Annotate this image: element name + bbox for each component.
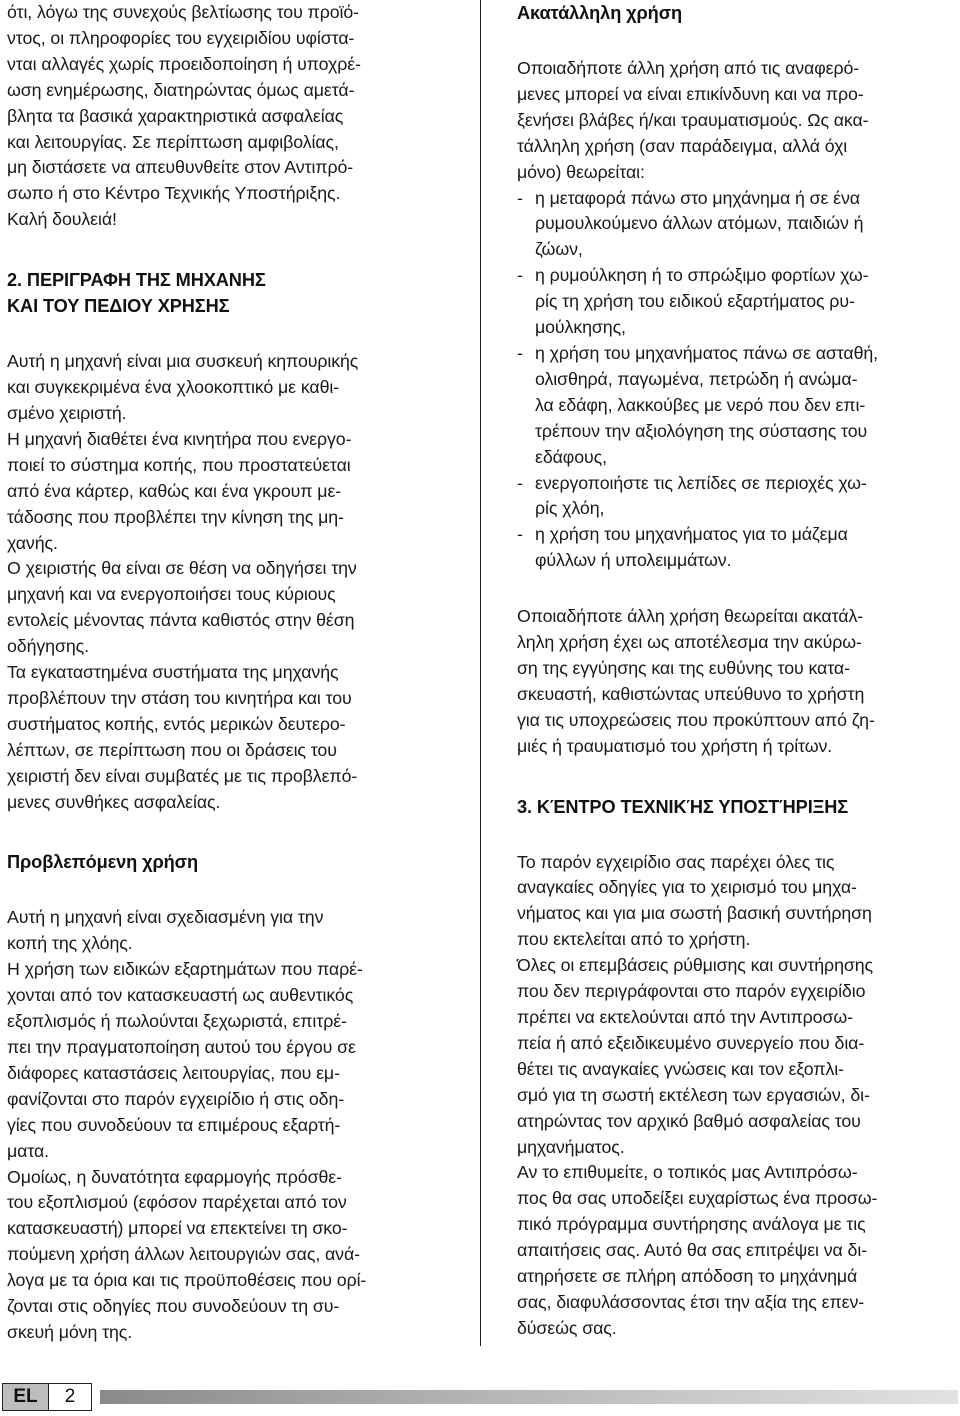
text-line: που εκτελείται από το χρήστη.	[517, 929, 751, 950]
list-item	[517, 341, 957, 471]
text-line: και λειτουργίας. Σε περίπτωση αμφιβολίας,	[7, 131, 339, 152]
text-line: μενες μπορεί να είναι επικίνδυνη και να προ-	[517, 83, 864, 104]
text-line: Ο χειριστής θα είναι σε θέση να οδηγήσει την	[7, 558, 357, 579]
text-line: ρυμουλκούμενο άλλων ατόμων, παιδιών ή	[535, 213, 864, 234]
text-line: πεία ή από εξειδικευμένο συνεργείο που δια-	[517, 1032, 865, 1053]
improper-use-list	[517, 186, 957, 575]
text-line: λα εδάφη, λακκούβες με νερό που δεν επι-	[535, 394, 866, 415]
text-line: δύσεώς σας.	[517, 1317, 617, 1338]
text-line: Οποιαδήποτε άλλη χρήση θεωρείται ακατάλ-	[517, 606, 864, 627]
text-line: μη διστάσετε να απευθυνθείτε στον Αντιπρό-	[7, 157, 354, 178]
text-line: τάδοσης που προβλέπει την κίνηση της μη-	[7, 506, 344, 527]
intro-paragraph	[7, 0, 462, 233]
text-line: ποιεί το σύστημα κοπής, που προστατεύεται	[7, 454, 351, 475]
text-line: σκευαστή, καθιστώντας υπεύθυνο το χρήστη	[517, 683, 865, 704]
text-line: πικό πρόγραμμα συντήρησης ανάλογα με τις	[517, 1214, 866, 1235]
text-line: ωση ενημέρωσης, διατηρώντας όμως αμετά-	[7, 79, 355, 100]
text-line: φύλλων ή υπολειμμάτων.	[535, 550, 732, 571]
column-divider	[480, 0, 481, 1346]
text-line: πος θα σας υποδείξει ευχαρίστως ένα προσω-	[517, 1188, 878, 1209]
improper-use-outro	[517, 604, 957, 759]
text-line: σας, διαφυλάσσοντας έτσι την αξία της επεν-	[517, 1291, 865, 1312]
text-line: θέτει τις αναγκαίες γνώσεις και τον εξοπλι-	[517, 1058, 844, 1079]
text-line: Τα εγκαταστημένα συστήματα της μηχανής	[7, 662, 339, 683]
text-line: Το παρόν εγχειρίδιο σας παρέχει όλες τις	[517, 851, 835, 872]
text-line: μόνο) θεωρείται:	[517, 161, 645, 182]
text-line: εξοπλισμός ή πωλούνται ξεχωριστά, επιτρέ-	[7, 1011, 347, 1032]
text-line: εντολείς μένοντας πάντα καθιστός στην θέση	[7, 610, 355, 631]
text-line: μούλκησης,	[535, 317, 626, 338]
text-line: Η χρήση των ειδικών εξαρτημάτων που παρέ-	[7, 959, 363, 980]
text-line: ότι, λόγω της συνεχούς βελτίωσης του προϊό-	[7, 2, 359, 22]
left-column	[7, 0, 462, 1346]
text-line: ληλη χρήση έχει ως αποτέλεσμα την ακύρω-	[517, 632, 862, 653]
section-3-heading: 3. ΚΈΝΤΡΟ ΤΕΧΝΙΚΉΣ ΥΠΟΣΤΉΡΙΞΗΣ	[517, 796, 849, 817]
text-line: ση της εγγύησης και της ευθύνης του κατα-	[517, 657, 850, 678]
text-line: χειριστή δεν είναι συμβατές με τις προβλεπό-	[7, 765, 358, 786]
text-line: συστήματος κοπής, εντός μερικών δευτερο-	[7, 713, 346, 734]
improper-use-heading: Ακατάλληλη χρήση	[517, 3, 683, 23]
text-line: η χρήση του μηχανήματος πάνω σε ασταθή,	[535, 342, 879, 363]
text-line: ατηρήσετε σε πλήρη απόδοση το μηχάνημά	[517, 1266, 858, 1287]
text-line: ρίς τη χρήση του ειδικού εξαρτήματος ρυ-	[535, 291, 855, 312]
section-3-body	[517, 850, 957, 1342]
improper-use-intro	[517, 56, 957, 186]
list-item	[517, 471, 957, 523]
dash-bullet: -	[517, 265, 523, 286]
text-line: Αυτή η μηχανή είναι μια συσκευή κηπουρικής	[7, 351, 359, 372]
text-line: η μεταφορά πάνω στο μηχάνημα ή σε ένα	[535, 187, 860, 208]
text-line: σμό για τη σωστή εκτέλεση των εργασιών, δι-	[517, 1084, 870, 1105]
text-line: αναγκαίες οδηγίες για το χειρισμό του μηχα-	[517, 877, 857, 898]
text-line: Οποιαδήποτε άλλη χρήση από τις αναφερό-	[517, 58, 860, 78]
page-number: 2	[64, 1386, 76, 1407]
text-line: σμένο χειριστή.	[7, 402, 127, 423]
dash-bullet: -	[517, 472, 523, 493]
page-footer	[0, 1383, 960, 1413]
text-line: ζονται στις οδηγίες που συνοδεύουν τη συ-	[7, 1296, 340, 1317]
right-column	[517, 0, 957, 1342]
text-line: Αν το επιθυμείτε, ο τοπικός μας Αντιπρόσω-	[517, 1162, 858, 1183]
text-line: νήματος και για μια σωστή βασική συντήρηση	[517, 903, 872, 924]
text-line: 2. ΠΕΡΙΓΡΑΦΗ ΤΗΣ ΜΗΧΑΝΗΣ	[7, 270, 266, 291]
text-line: νται αλλαγές χωρίς προειδοποίηση ή υποχρέ-	[7, 53, 361, 74]
text-line: του εξοπλισμού (εφόσον παρέχεται από τον	[7, 1192, 347, 1213]
text-line: ζώων,	[535, 239, 583, 260]
text-line: πει την πραγματοποίηση αυτού του έργου σε	[7, 1037, 356, 1057]
text-line: ενεργοποιήστε τις λεπίδες σε περιοχές χω-	[535, 472, 867, 493]
text-line: προβλέπουν την στάση του κινητήρα και του	[7, 687, 352, 708]
text-line: από ένα κάρτερ, καθώς και ένα γκρουπ με-	[7, 480, 342, 501]
text-line: Ομοίως, η δυνατότητα εφαρμογής πρόσθε-	[7, 1166, 342, 1187]
text-line: η ρυμούλκηση ή το σπρώξιμο φορτίων χω-	[535, 265, 869, 286]
footer-gradient-bar	[100, 1390, 958, 1404]
dash-bullet: -	[517, 524, 523, 545]
text-line: χανής.	[7, 532, 58, 553]
text-line: κατασκευαστή) μπορεί να επεκτείνει τη σκο-	[7, 1218, 348, 1239]
text-line: σωπο ή στο Κέντρο Τεχνικής Υποστήριξης.	[7, 183, 341, 204]
text-line: η χρήση του μηχανήματος για το μάζεμα	[535, 524, 848, 545]
text-line: τρέπουν την αξιολόγηση της σύστασης του	[535, 420, 868, 441]
text-line: κοπή της χλόης.	[7, 933, 133, 954]
text-line: λέπτων, σε περίπτωση που οι δράσεις του	[7, 739, 337, 760]
text-line: ξενήσει βλάβες ή/και τραυματισμούς. Ως ακα-	[517, 109, 869, 130]
text-line: που δεν περιγράφονται στο παρόν εγχειρίδιο	[517, 981, 866, 1002]
section-2-body	[7, 349, 462, 815]
text-line: ντος, οι πληροφορίες του εγχειριδίου υφίστα-	[7, 27, 355, 48]
text-line: ρίς χλόη,	[535, 498, 605, 519]
text-line: γίες που συνοδεύουν τα επιμέρους εξαρτή-	[7, 1114, 341, 1135]
text-line: Καλή δουλειά!	[7, 209, 117, 230]
text-line: φανίζονται στο παρόν εγχειρίδιο ή στις οδη-	[7, 1088, 345, 1109]
section-2-heading	[7, 267, 462, 319]
text-line: ατηρώντας τον αρχικό βαθμό ασφαλείας του	[517, 1110, 861, 1131]
text-line: απαιτήσεις σας. Αυτό θα σας επιτρέψει να δι-	[517, 1240, 868, 1261]
text-line: μηχανήματος.	[517, 1136, 625, 1157]
dash-bullet: -	[517, 187, 523, 208]
text-line: Όλες οι επεμβάσεις ρύθμισης και συντήρησης	[517, 955, 873, 976]
text-line: σκευή μόνη της.	[7, 1321, 133, 1342]
text-line: ΚΑΙ ΤΟΥ ΠΕΔΙΟΥ ΧΡΗΣΗΣ	[7, 296, 230, 317]
dash-bullet: -	[517, 342, 523, 363]
page-badge	[2, 1383, 92, 1411]
list-item	[517, 186, 957, 264]
text-line: για τις υποχρεώσεις που προκύπτουν από ζη-	[517, 709, 875, 730]
intended-use-heading: Προβλεπόμενη χρήση	[7, 852, 198, 873]
text-line: και συγκεκριμένα ένα χλοοκοπτικό με καθι-	[7, 377, 340, 398]
text-line: βλητα τα βασικά χαρακτηριστικά ασφαλείας	[7, 105, 344, 126]
text-line: χονται από τον κατασκευαστή ως αυθεντικός	[7, 985, 354, 1006]
text-line: τάλληλη χρήση (σαν παράδειγμα, αλλά όχι	[517, 135, 848, 156]
text-line: Αυτή η μηχανή είναι σχεδιασμένη για την	[7, 907, 324, 928]
text-line: οδήγησης.	[7, 636, 89, 657]
text-line: μιές ή τραυματισμό του χρήστη ή τρίτων.	[517, 735, 833, 756]
text-line: ολισθηρά, παγωμένα, πετρώδη ή ανώμα-	[535, 368, 858, 389]
text-line: πούμενη χρήση άλλων λειτουργιών σας, ανά-	[7, 1244, 360, 1265]
text-line: μηχανή και να ενεργοποιήσει τους κύριους	[7, 584, 336, 605]
list-item	[517, 263, 957, 341]
text-line: πρέπει να εκτελούνται από την Αντιπροσω-	[517, 1007, 853, 1027]
intended-use-body	[7, 905, 462, 1345]
text-line: λογα με τα όρια και τις προϋποθέσεις που ορί-	[7, 1270, 367, 1291]
list-item	[517, 522, 957, 574]
text-line: διάφορες καταστάσεις λειτουργίας, που εμ-	[7, 1062, 340, 1083]
text-line: Η μηχανή διαθέτει ένα κινητήρα που ενεργο-	[7, 428, 352, 449]
language-code: EL	[3, 1384, 49, 1410]
text-line: εδάφους,	[535, 446, 607, 467]
text-line: ματα.	[7, 1140, 50, 1161]
text-line: μενες συνθήκες ασφαλείας.	[7, 791, 221, 812]
